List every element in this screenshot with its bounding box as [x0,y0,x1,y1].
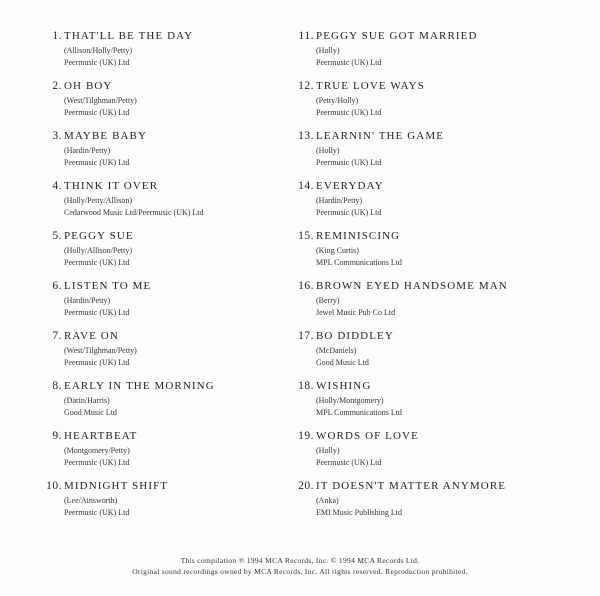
track-writers: (Montgomery/Petty) [64,446,130,455]
track-item [38,330,298,380]
track-publisher: Peermusic (UK) Ltd [64,158,130,167]
track-writers: (Holly/Montgomery) [316,396,384,405]
track-writers: (Lee/Ainsworth) [64,496,118,505]
track-item [38,430,298,480]
track-number: 18. [298,380,314,392]
track-publisher: Peermusic (UK) Ltd [316,208,382,217]
track-writers: (Holly) [316,446,340,455]
track-item [38,130,298,180]
track-publisher: Good Music Ltd [316,358,369,367]
track-item [38,80,298,130]
track-number: 6. [52,280,62,292]
track-writers: (Allison/Holly/Petty) [64,46,132,55]
track-number: 17. [298,330,314,342]
track-number: 11. [298,30,314,42]
track-publisher: Peermusic (UK) Ltd [316,108,382,117]
track-number: 3. [52,130,62,142]
track-publisher: Peermusic (UK) Ltd [64,508,130,517]
track-publisher: Peermusic (UK) Ltd [64,358,130,367]
track-number: 16. [298,280,314,292]
track-title: EVERYDAY [316,180,384,192]
track-title: THINK IT OVER [64,180,159,192]
track-number: 7. [52,330,62,342]
track-publisher: Peermusic (UK) Ltd [64,458,130,467]
track-number: 15. [298,230,314,242]
rights-notice: Original sound recordings owned by MCA Records, Inc. All rights reserved. Reproduction prohibited. [132,567,468,576]
track-number: 10. [46,480,62,492]
track-item [290,30,580,80]
track-publisher: Peermusic (UK) Ltd [64,258,130,267]
track-title: REMINISCING [316,230,401,242]
track-title: LEARNIN' THE GAME [316,130,445,142]
track-writers: (McDaniels) [316,346,357,355]
track-publisher: MPL Communications Ltd [316,408,402,417]
track-title: MIDNIGHT SHIFT [64,480,169,492]
track-writers: (West/Tilghman/Petty) [64,96,137,105]
track-title: BROWN EYED HANDSOME MAN [316,280,508,292]
track-number: 13. [298,130,314,142]
track-number: 5. [52,230,62,242]
track-publisher: Cedarwood Music Ltd/Peermusic (UK) Ltd [64,208,204,217]
track-title: HEARTBEAT [64,430,138,442]
track-item [290,430,580,480]
track-number: 1. [52,30,62,42]
track-writers: (Anka) [316,496,339,505]
tracklist-right [290,30,580,530]
track-writers: (Hardin/Petty) [64,146,111,155]
track-item [38,380,298,430]
track-writers: (Hardin/Petty) [316,196,363,205]
track-title: PEGGY SUE GOT MARRIED [316,30,478,42]
track-item [290,480,580,530]
track-item [290,280,580,330]
track-title: OH BOY [64,80,113,92]
track-publisher: Peermusic (UK) Ltd [316,458,382,467]
track-title: RAVE ON [64,330,119,342]
track-writers: (Holly) [316,46,340,55]
track-title: PEGGY SUE [64,230,134,242]
track-writers: (Hardin/Petty) [64,296,111,305]
track-writers: (Holly/Petty/Allison) [64,196,132,205]
track-publisher: Peermusic (UK) Ltd [316,158,382,167]
track-writers: (Holly/Allison/Petty) [64,246,132,255]
track-item [38,30,298,80]
track-item [290,80,580,130]
track-writers: (Darin/Harris) [64,396,110,405]
track-number: 14. [298,180,314,192]
track-writers: (Berry) [316,296,340,305]
track-number: 19. [298,430,314,442]
track-writers: (West/Tilghman/Petty) [64,346,137,355]
track-publisher: Peermusic (UK) Ltd [316,58,382,67]
track-publisher: Good Music Ltd [64,408,117,417]
track-number: 4. [52,180,62,192]
track-number: 9. [52,430,62,442]
tracklist-left [38,30,298,530]
track-item [38,230,298,280]
track-title: WISHING [316,380,372,392]
track-item [290,130,580,180]
track-item [290,230,580,280]
track-item [38,480,298,530]
track-number: 2. [52,80,62,92]
track-publisher: EMI Music Publishing Ltd [316,508,403,517]
track-writers: (Petty/Holly) [316,96,359,105]
track-publisher: Jewel Music Pub Co Ltd [316,308,396,317]
track-title: WORDS OF LOVE [316,430,419,442]
track-publisher: Peermusic (UK) Ltd [64,58,130,67]
track-item [290,180,580,230]
track-title: BO DIDDLEY [316,330,394,342]
track-item [38,180,298,230]
track-publisher: MPL Communications Ltd [316,258,402,267]
track-title: IT DOESN'T MATTER ANYMORE [316,480,507,492]
track-number: 12. [298,80,314,92]
track-item [290,330,580,380]
track-title: THAT'LL BE THE DAY [64,30,194,42]
track-title: TRUE LOVE WAYS [316,80,425,92]
track-item [38,280,298,330]
track-title: EARLY IN THE MORNING [64,380,215,392]
track-title: MAYBE BABY [64,130,148,142]
track-title: LISTEN TO ME [64,280,152,292]
track-number: 20. [298,480,314,492]
track-item [290,380,580,430]
track-writers: (King Curtis) [316,246,359,255]
track-publisher: Peermusic (UK) Ltd [64,308,130,317]
track-number: 8. [52,380,62,392]
track-publisher: Peermusic (UK) Ltd [64,108,130,117]
copyright-line: This compilation ℗ 1994 MCA Records, Inc. © 1994 MCA Records Ltd. [180,556,420,565]
track-writers: (Holly) [316,146,340,155]
